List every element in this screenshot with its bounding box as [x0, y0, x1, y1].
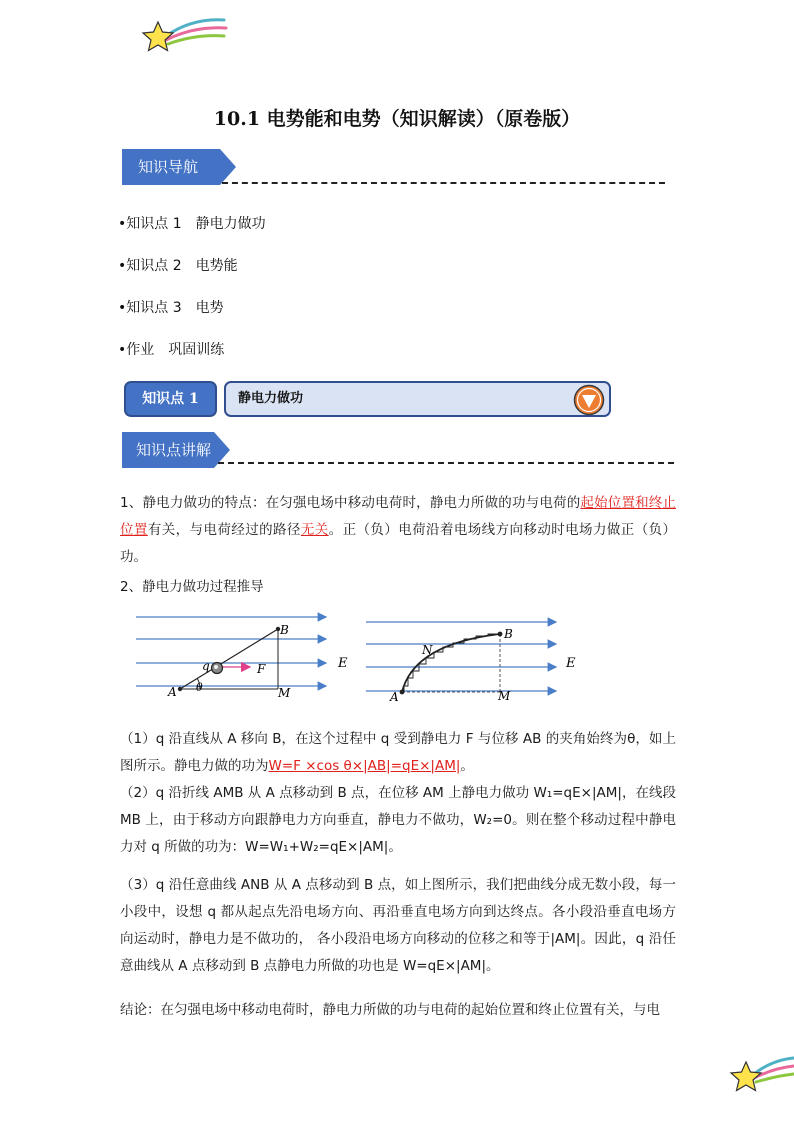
paragraph-work-feature: 1、静电力做功的特点：在匀强电场中移动电荷时，静电力所做的功与电荷的起始位置和终止位置有关，与电荷经过的路径无关。正（负）电荷沿着电场线方向移动时电场力做正（负）功。 [120, 495, 677, 565]
section-tag-label: 知识点讲解 [136, 441, 212, 459]
field-lines [366, 622, 556, 691]
triangle-down-icon[interactable] [573, 384, 605, 416]
label-N: N [422, 643, 433, 657]
label-A: A [168, 685, 177, 699]
page-title: 10.1 电势能和电势（知识解读）（原卷版） [213, 108, 581, 130]
shooting-star-icon [728, 1050, 794, 1096]
knowledge-point-badge: 知识点 1 [124, 381, 217, 417]
highlight-start-end: 起始位置和终止位置 [120, 495, 677, 538]
section-tag-label: 知识导航 [138, 158, 199, 176]
section-tag-explanation [122, 432, 232, 468]
label-theta: θ [196, 681, 203, 694]
field-lines [136, 617, 326, 686]
label-q: q [202, 659, 210, 673]
paragraph-straight-path: （1）q 沿直线从 A 移向 B，在这个过程中 q 受到静电力 F 与位移 AB 的夹角始终为θ，如上图所示。静电力做的功为W=F ×cos θ×|AB|=qE×|AM|。 [120, 731, 676, 774]
section-divider [222, 182, 665, 184]
section-tag-navigation [122, 149, 238, 185]
label-B: B [504, 627, 513, 641]
nav-item-2[interactable]: •知识点 2 电势能 [118, 258, 238, 274]
paragraph-curve-path: （3）q 沿任意曲线 ANB 从 A 点移动到 B 点，如上图所示，我们把曲线分成无数小段，每一小段中，设想 q 都从起点先沿电场方向、再沿垂直电场方向到达终点。各小段沿垂直电场方向运动时，静电力是不做功的， 各小段沿电场方向移动的位移之和等于|AM|。因此，q 沿任意曲线从 A 点移动到 B 点静电力所做的功也是 W=qE×|AM|。 [120, 877, 676, 974]
paragraph-conclusion: 结论：在匀强电场中移动电荷时，静电力所做的功与电荷的起始位置和终止位置有关，与电 [120, 1002, 660, 1018]
nav-item-homework[interactable]: •作业 巩固训练 [118, 342, 225, 358]
label-M: M [498, 689, 511, 703]
label-B: B [280, 623, 289, 637]
figure-straight-path [130, 606, 360, 706]
figure-curved-path [364, 608, 594, 708]
knowledge-point-bar[interactable] [224, 381, 611, 417]
knowledge-point-title: 静电力做功 [238, 391, 304, 406]
highlight-work-formula: W=F ×cos θ×|AB|=qE×|AM| [268, 758, 461, 774]
label-E: E [338, 656, 348, 671]
paragraph-derivation-heading: 2、静电力做功过程推导 [120, 579, 264, 595]
section-divider [218, 462, 674, 464]
paragraph-polyline-path: （2）q 沿折线 AMB 从 A 点移动到 B 点，在位移 AM 上静电力做功 W₁=qE×|AM|，在线段 MB 上，由于移动方向跟静电力方向垂直，静电力不做功，W₂=0。则在整个移动过程中静电力对 q 所做的功为：W=W₁+W₂=qE×|AM|。 [120, 785, 676, 855]
nav-item-3[interactable]: •知识点 3 电势 [118, 300, 224, 316]
nav-item-1[interactable]: •知识点 1 静电力做功 [118, 216, 266, 232]
shooting-star-icon [140, 14, 230, 60]
label-F: F [257, 662, 266, 676]
label-A: A [390, 690, 399, 704]
highlight-independent: 无关 [300, 522, 329, 538]
label-E: E [566, 656, 576, 671]
label-M: M [278, 686, 291, 700]
